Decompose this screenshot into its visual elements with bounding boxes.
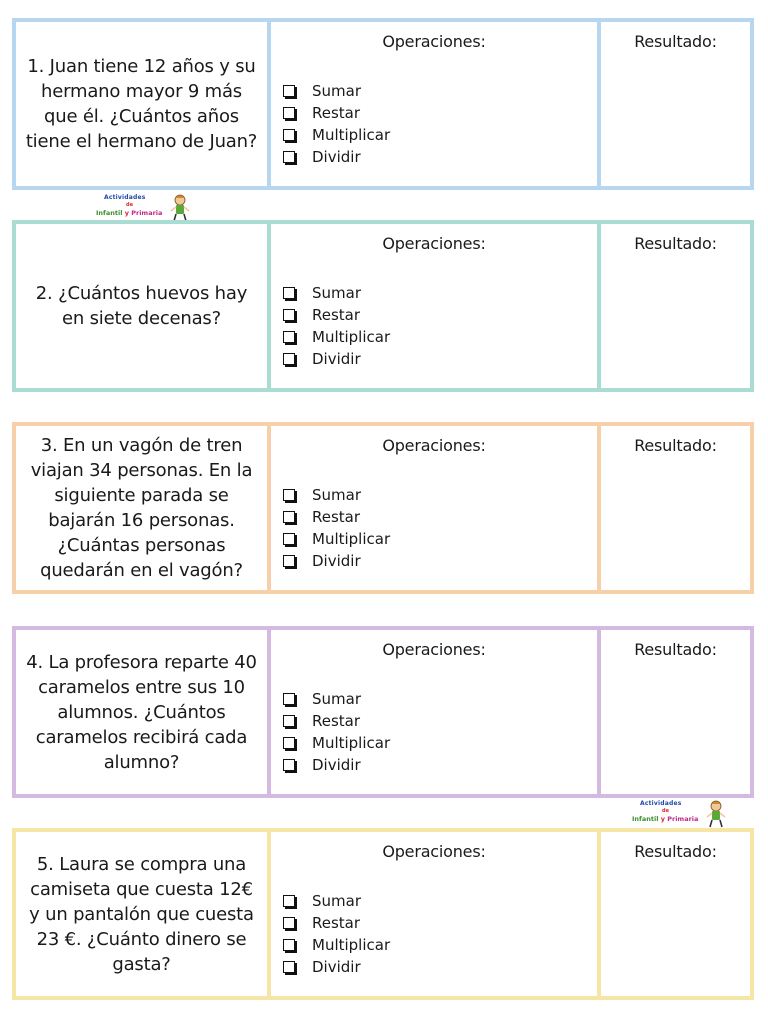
option-label: Sumar [312, 284, 361, 302]
operations-cell [271, 22, 601, 186]
operations-cell [271, 832, 601, 996]
checkbox-icon[interactable] [283, 85, 295, 97]
problem-card-3 [12, 422, 754, 594]
child-figure-icon [170, 194, 190, 222]
result-cell[interactable] [601, 224, 750, 388]
result-title: Resultado: [634, 32, 717, 51]
problem-card-2 [12, 220, 754, 392]
option-label: Dividir [312, 350, 361, 368]
option-restar[interactable] [283, 506, 390, 528]
option-restar[interactable] [283, 710, 390, 732]
option-multiplicar[interactable] [283, 934, 390, 956]
operations-title: Operaciones: [382, 640, 486, 659]
checkbox-icon[interactable] [283, 287, 295, 299]
option-multiplicar[interactable] [283, 124, 390, 146]
option-label: Restar [312, 712, 361, 730]
option-sumar[interactable] [283, 80, 390, 102]
operations-list [283, 890, 390, 978]
option-label: Dividir [312, 756, 361, 774]
child-figure-icon [706, 800, 726, 828]
result-title: Resultado: [634, 842, 717, 861]
option-label: Sumar [312, 486, 361, 504]
checkbox-icon[interactable] [283, 737, 295, 749]
option-label: Restar [312, 104, 361, 122]
checkbox-icon[interactable] [283, 693, 295, 705]
logo-line-3: Infantil y Primaria [96, 209, 163, 217]
operations-cell [271, 224, 601, 388]
option-dividir[interactable] [283, 754, 390, 776]
problem-card-5 [12, 828, 754, 1000]
checkbox-icon[interactable] [283, 353, 295, 365]
site-logo [96, 194, 192, 222]
option-label: Multiplicar [312, 734, 391, 752]
option-label: Multiplicar [312, 328, 391, 346]
logo-line-3: Infantil y Primaria [632, 815, 699, 823]
checkbox-icon[interactable] [283, 533, 295, 545]
option-multiplicar[interactable] [283, 528, 390, 550]
checkbox-icon[interactable] [283, 107, 295, 119]
question-text: 5. Laura se compra una camiseta que cuesta 12€ y un pantalón que cuesta 23 €. ¿Cuánto dinero se gasta? [29, 853, 254, 975]
result-cell[interactable] [601, 630, 750, 794]
checkbox-icon[interactable] [283, 331, 295, 343]
logo-line-2: de [662, 808, 669, 814]
checkbox-icon[interactable] [283, 939, 295, 951]
option-sumar[interactable] [283, 484, 390, 506]
option-label: Sumar [312, 690, 361, 708]
checkbox-icon[interactable] [283, 961, 295, 973]
option-label: Dividir [312, 148, 361, 166]
operations-list [283, 282, 390, 370]
option-dividir[interactable] [283, 956, 390, 978]
operations-list [283, 80, 390, 168]
result-cell[interactable] [601, 22, 750, 186]
option-label: Restar [312, 306, 361, 324]
option-sumar[interactable] [283, 688, 390, 710]
option-label: Dividir [312, 552, 361, 570]
problem-card-1 [12, 18, 754, 190]
checkbox-icon[interactable] [283, 489, 295, 501]
option-dividir[interactable] [283, 146, 390, 168]
problem-card-4 [12, 626, 754, 798]
logo-line-1: Actividades [104, 194, 146, 201]
option-label: Restar [312, 914, 361, 932]
operations-title: Operaciones: [382, 842, 486, 861]
operations-title: Operaciones: [382, 436, 486, 455]
checkbox-icon[interactable] [283, 759, 295, 771]
option-label: Restar [312, 508, 361, 526]
checkbox-icon[interactable] [283, 129, 295, 141]
option-label: Multiplicar [312, 530, 391, 548]
operations-list [283, 484, 390, 572]
operations-list [283, 688, 390, 776]
logo-line-1: Actividades [640, 800, 682, 807]
checkbox-icon[interactable] [283, 895, 295, 907]
option-label: Dividir [312, 958, 361, 976]
question-cell [16, 224, 271, 388]
option-label: Multiplicar [312, 936, 391, 954]
question-cell [16, 426, 271, 590]
checkbox-icon[interactable] [283, 511, 295, 523]
operations-title: Operaciones: [382, 32, 486, 51]
checkbox-icon[interactable] [283, 715, 295, 727]
option-label: Sumar [312, 82, 361, 100]
option-multiplicar[interactable] [283, 326, 390, 348]
site-logo [632, 800, 728, 828]
question-text: 4. La profesora reparte 40 caramelos entre sus 10 alumnos. ¿Cuántos caramelos recibirá cada alumno? [26, 651, 257, 773]
option-label: Sumar [312, 892, 361, 910]
option-restar[interactable] [283, 912, 390, 934]
checkbox-icon[interactable] [283, 917, 295, 929]
question-text: 2. ¿Cuántos huevos hay en siete decenas? [35, 283, 248, 329]
option-label: Multiplicar [312, 126, 391, 144]
logo-line-2: de [126, 202, 133, 208]
question-cell [16, 22, 271, 186]
result-title: Resultado: [634, 640, 717, 659]
option-sumar[interactable] [283, 890, 390, 912]
question-text: 3. En un vagón de tren viajan 34 personas. En la siguiente parada se bajarán 16 personas. ¿Cuántas personas quedarán en el vagón? [30, 435, 253, 581]
operations-cell [271, 630, 601, 794]
option-dividir[interactable] [283, 550, 390, 572]
checkbox-icon[interactable] [283, 555, 295, 567]
checkbox-icon[interactable] [283, 151, 295, 163]
result-cell[interactable] [601, 426, 750, 590]
option-multiplicar[interactable] [283, 732, 390, 754]
result-title: Resultado: [634, 234, 717, 253]
operations-title: Operaciones: [382, 234, 486, 253]
option-dividir[interactable] [283, 348, 390, 370]
question-cell [16, 832, 271, 996]
result-title: Resultado: [634, 436, 717, 455]
option-sumar[interactable] [283, 282, 390, 304]
option-restar[interactable] [283, 304, 390, 326]
option-restar[interactable] [283, 102, 390, 124]
question-text: 1. Juan tiene 12 años y su hermano mayor 9 más que él. ¿Cuántos años tiene el hermano de Juan? [25, 56, 258, 152]
result-cell[interactable] [601, 832, 750, 996]
operations-cell [271, 426, 601, 590]
checkbox-icon[interactable] [283, 309, 295, 321]
question-cell [16, 630, 271, 794]
